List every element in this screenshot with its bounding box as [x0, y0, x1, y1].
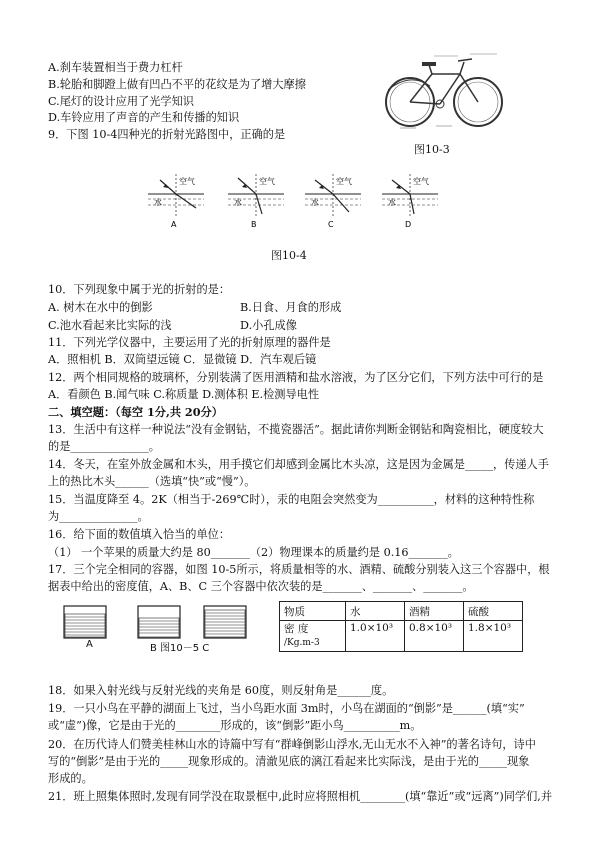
header-alcohol: 酒精 [405, 602, 464, 621]
q10-option-b: B.日食、月食的形成 [240, 301, 342, 314]
q9-stem: 9．下图 10-4四种光的折射光路图中，正确的是 [48, 128, 286, 141]
panel-b-letter: B [251, 220, 257, 228]
q10-option-c: C.池水看起来比实际的浅 [48, 319, 172, 332]
figure-10-4-caption: 图10-4 [271, 249, 307, 262]
density-alcohol: 0.8×10³ [405, 621, 464, 652]
density-row-unit: /Kg.m-3 [284, 638, 320, 648]
q8-option-d: D.车铃应用了声音的产生和传播的知识 [48, 111, 240, 124]
q20-line-1: 20．在历代诗人们赞美桂林山水的诗篇中写有“群峰倒影山浮水,无山无水不入神”的著名诗句，诗中 [48, 738, 536, 751]
q15-line-2: 为______________。 [48, 510, 149, 523]
panel-c-letter: C [328, 220, 334, 228]
panel-a-letter: A [171, 220, 177, 228]
panel-d-water-label: 水 [388, 198, 396, 207]
q21-line-1: 21．班上照集体照时,发现有同学没在取景框中,此时应将照相机________(填“靠近”或“远离”)同学们,并 [48, 790, 553, 803]
refraction-panel-d [380, 172, 440, 228]
panel-b-air-label: 空气 [259, 177, 275, 186]
container-b [138, 606, 180, 638]
q13-line-1: 13．生活中有这样一种说法“没有金钢钻，不揽瓷器活”。据此请你判断金钢钻和陶瓷相比，硬度较大 [48, 423, 544, 436]
q10-stem: 10．下列现象中属于光的折射的是： [48, 283, 231, 296]
density-row-label: 密 度 [284, 623, 309, 635]
q11-options: A．照相机 B．双筒望远镜 C．显微镜 D．汽车观后镜 [48, 353, 317, 366]
header-water: 水 [346, 602, 405, 621]
q16-items: （1） 一个苹果的质量大约是 80_______（2）物理课本的质量约是 0.16_______。 [48, 546, 459, 559]
panel-d-letter: D [405, 220, 412, 228]
density-sulfuric-acid: 1.8×10³ [464, 621, 523, 652]
panel-b-water-label: 水 [234, 198, 242, 207]
q8-option-b: B.轮胎和脚蹬上做有凹凸不平的花纹是为了增大摩擦 [48, 78, 306, 91]
q12-options: A．看颜色 B.闻气味 C.称质量 D.测体积 E.检测导电性 [48, 388, 320, 401]
q8-option-c: C.尾灯的设计应用了光学知识 [48, 95, 194, 108]
section-2-heading: 二、填空题：（每空 1分,共 20分） [48, 405, 223, 419]
q17-line-1: 17．三个完全相同的容器，如图 10-5所示，将质量相等的水、酒精、硫酸分别装入这三个容器中，根 [48, 563, 550, 576]
panel-a-water-label: 水 [154, 198, 162, 207]
q10-option-d: D.小孔成像 [240, 319, 297, 332]
density-table-row [280, 621, 523, 652]
q11-stem: 11．下列光学仪器中，主要运用了光的折射原理的器件是 [48, 336, 331, 349]
container-c [204, 606, 246, 638]
q14-line-2: 上的热比木头______（选填“快”或“慢”）。 [48, 475, 256, 488]
density-table-header [280, 602, 523, 621]
q19-line-2: 或“虚”)像，它是由于光的________形成的，该“倒影”距小鸟__________m。 [48, 719, 422, 732]
container-a-label: A [86, 639, 93, 650]
refraction-panel-c [303, 172, 363, 228]
header-substance: 物质 [280, 602, 346, 621]
container-a [64, 606, 106, 638]
refraction-panel-a [146, 172, 206, 228]
q10-option-a: A. 树木在水中的倒影 [48, 301, 153, 314]
q17-line-2: 据表中给出的密度值，A、B、C 三个容器中依次装的是_______、_______、_______。 [48, 580, 474, 593]
q19-line-1: 19．一只小鸟在平静的湖面上飞过，当小鸟距水面 3m时，小鸟在湖面的“倒影”是______(填“实” [48, 702, 525, 715]
q18: 18．如果入射光线与反射光线的夹角是 60度，则反射角是______度。 [48, 684, 394, 697]
containers-figure [62, 604, 262, 644]
bicycle-figure [382, 50, 507, 136]
figure-10-3-caption: 图10-3 [414, 143, 450, 156]
header-sulfuric-acid: 硫酸 [464, 602, 523, 621]
q8-option-a: A.刹车装置相当于费力杠杆 [48, 61, 183, 74]
figure-10-5-caption: B 图10－5 C [150, 643, 210, 654]
density-water: 1.0×10³ [346, 621, 405, 652]
panel-c-air-label: 空气 [336, 177, 352, 186]
q13-line-2: 的是______________。 [48, 440, 160, 453]
q15-line-1: 15．当温度降至 4。2K（相当于-269℃时），汞的电阻会突然变为__________，材料的这种特性称 [48, 493, 535, 506]
q14-line-1: 14．冬天，在室外放金属和木头，用手摸它们却感到金属比木头凉，这是因为金属是_____，传递人手 [48, 458, 549, 471]
q16-stem: 16．给下面的数值填入恰当的单位： [48, 528, 231, 541]
q20-line-3: 形成的。 [48, 772, 93, 785]
q12-stem: 12．两个相同规格的玻璃杯，分别装满了医用酒精和盐水溶液，为了区分它们，下列方法中可行的是 [48, 371, 544, 384]
refraction-panel-b [226, 172, 286, 228]
panel-c-water-label: 水 [311, 198, 319, 207]
q20-line-2: 写的“倒影”是由于光的_____现象形成的。清澈见底的漓江看起来比实际浅，是由于光的_____现象 [48, 755, 530, 768]
panel-a-air-label: 空气 [179, 177, 195, 186]
density-table [279, 601, 523, 652]
panel-d-air-label: 空气 [413, 177, 429, 186]
